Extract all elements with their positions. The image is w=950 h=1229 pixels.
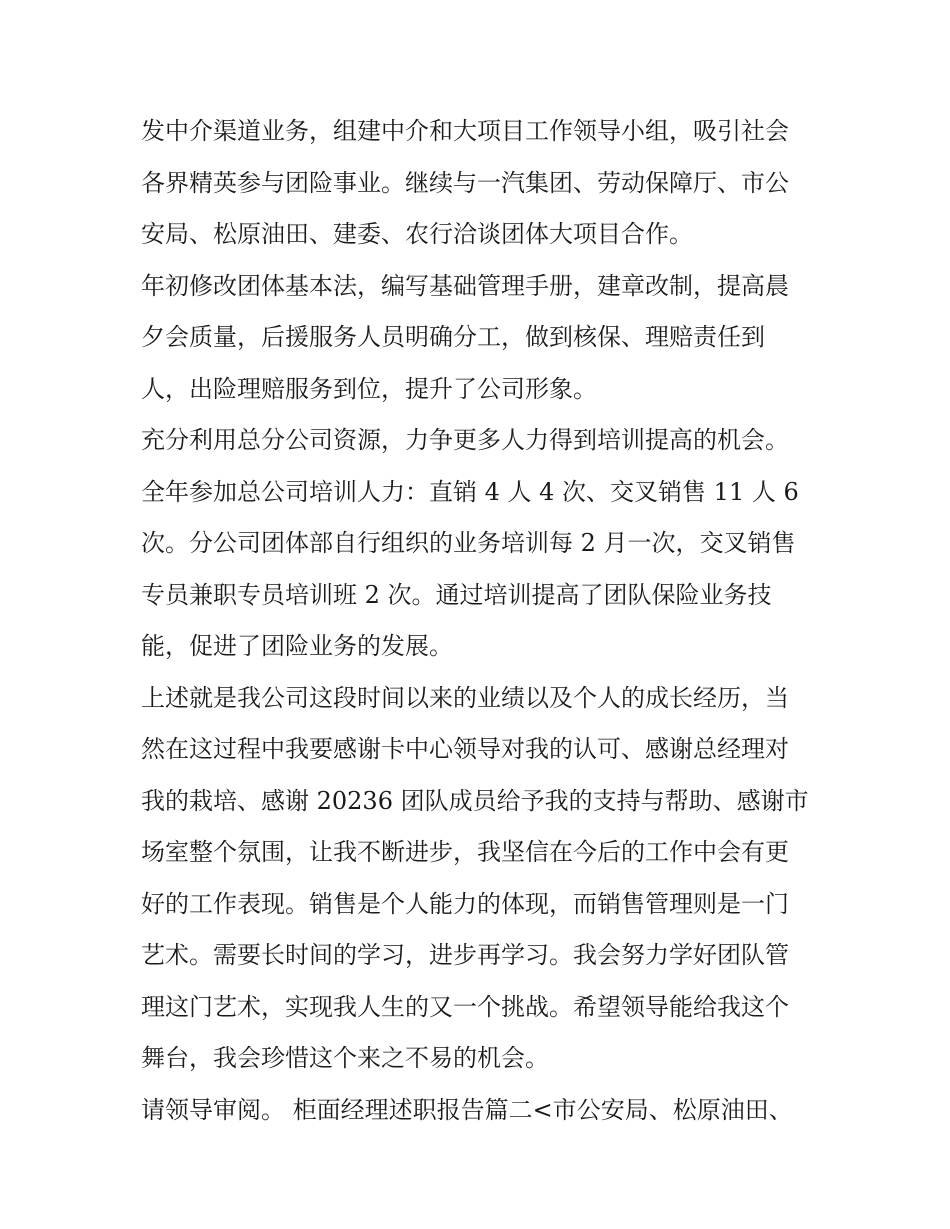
text-line: 各界精英参与团险事业。继续与一汽集团、劳动保障厅、市公 [141, 168, 789, 197]
text-line: 请领导审阅。 柜面经理述职报告篇二<市公安局、松原油田、 [141, 1095, 793, 1124]
text-line: 理这门艺术，实现我人生的又一个挑战。希望领导能给我这个 [141, 992, 789, 1021]
text-line: 专员兼职专员培训班 2 次。通过培训提高了团队保险业务技 [141, 580, 772, 609]
text-line: 能，促进了团险业务的发展。 [141, 632, 453, 660]
text-line: 然在这过程中我要感谢卡中心领导对我的认可、感谢总经理对 [141, 735, 789, 763]
text-line: 我的栽培、感谢 20236 团队成员给予我的支持与帮助、感谢市 [141, 786, 809, 815]
text-line: 好的工作表现。销售是个人能力的体现，而销售管理则是一门 [141, 889, 789, 918]
text-line: 安局、松原油田、建委、农行洽谈团体大项目合作。 [141, 220, 693, 248]
text-line: 场室整个氛围，让我不断进步，我坚信在今后的工作中会有更 [141, 838, 789, 866]
text-line: 发中介渠道业务，组建中介和大项目工作领导小组，吸引社会 [141, 117, 789, 145]
text-line: 上述就是我公司这段时间以来的业绩以及个人的成长经历，当 [141, 683, 789, 712]
text-line: 舞台，我会珍惜这个来之不易的机会。 [141, 1044, 549, 1072]
text-line: 充分利用总分公司资源，力争更多人力得到培训提高的机会。 [141, 426, 789, 454]
text-line: 次。分公司团体部自行组织的业务培训每 2 月一次，交叉销售 [141, 529, 796, 557]
text-line: 艺术。需要长时间的学习，进步再学习。我会努力学好团队管 [141, 941, 789, 969]
text-line: 人，出险理赔服务到位，提升了公司形象。 [141, 374, 597, 403]
text-line: 夕会质量，后援服务人员明确分工，做到核保、理赔责任到 [141, 323, 765, 351]
text-line: 年初修改团体基本法，编写基础管理手册，建章改制，提高晨 [141, 271, 789, 300]
text-line: 全年参加总公司培训人力：直销 4 人 4 次、交叉销售 11 人 6 [141, 477, 799, 506]
document-body [141, 106, 821, 1136]
